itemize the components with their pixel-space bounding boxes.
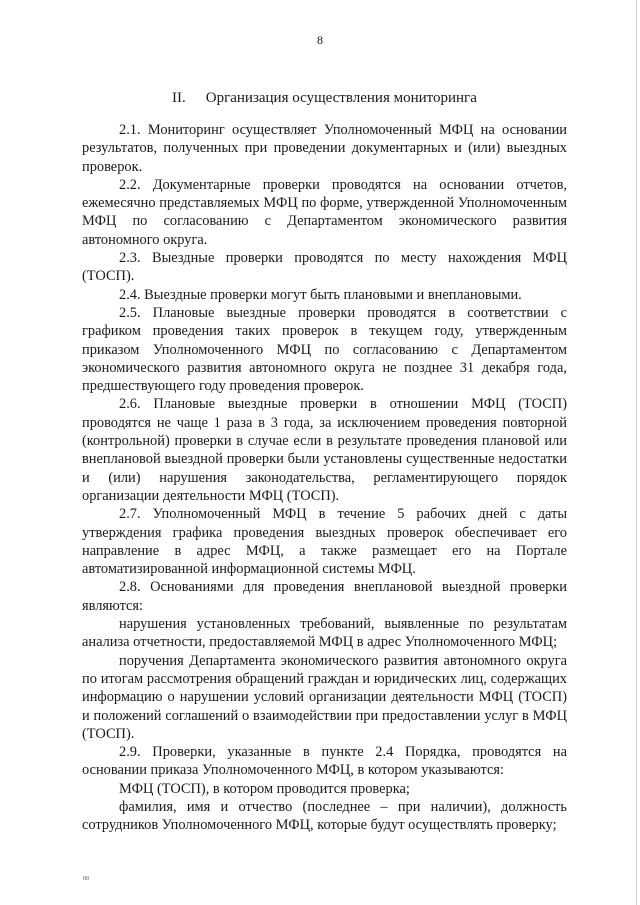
paragraph-2-8-item-1: нарушения установленных требований, выявленные по результатам анализа отчетности, предоставляемой МФЦ в адрес Уполномоченного МФЦ; [82, 616, 567, 651]
paragraph-2-7: 2.7. Уполномоченный МФЦ в течение 5 рабочих дней с даты утверждения графика проведения выездных проверок обеспечивает его направление в адрес МФЦ, а также размещает его на Портале автоматизированной информационной системы МФЦ. [82, 506, 567, 578]
paragraph-2-9: 2.9. Проверки, указанные в пункте 2.4 Порядка, проводятся на основании приказа Уполномоченного МФЦ, в котором указываются: [82, 744, 567, 779]
paragraph-2-3: 2.3. Выездные проверки проводятся по месту нахождения МФЦ (ТОСП). [82, 250, 567, 285]
paragraph-2-2: 2.2. Документарные проверки проводятся на основании отчетов, ежемесячно представляемых МФЦ по форме, утвержденной Уполномоченным МФЦ по согласованию с Департаментом экономического развития автономного округа. [82, 176, 567, 248]
document-body [82, 121, 567, 835]
section-number: II. [172, 90, 186, 106]
paragraph-2-8: 2.8. Основаниями для проведения внеплановой выездной проверки являются: [82, 579, 567, 614]
paragraph-2-8-item-2: поручения Департамента экономического развития автономного округа по итогам рассмотрения обращений граждан и юридических лиц, содержащих информацию о нарушении условий организации деятельности МФЦ (ТОСП) и положений соглашений о взаимодействии при предоставлении услуг в МФЦ (ТОСП). [82, 652, 567, 742]
section-heading [172, 90, 477, 107]
paragraph-2-1: 2.1. Мониторинг осуществляет Уполномоченный МФЦ на основании результатов, полученных при проведении документарных и (или) выездных проверок. [82, 122, 567, 175]
page-number: 8 [317, 33, 323, 47]
paragraph-2-6: 2.6. Плановые выездные проверки в отношении МФЦ (ТОСП) проводятся не чаще 1 раза в 3 года, за исключением проведения повторной (контрольной) проверки в случае если в результате проведения плановой или внеплановой выездной проверки были установлены существенные недостатки и (или) нарушения законодательства, регламентирующего порядок организации деятельности МФЦ (ТОСП). [82, 396, 567, 504]
paragraph-2-4: 2.4. Выездные проверки могут быть плановыми и внеплановыми. [119, 286, 522, 303]
page-edge-line [636, 0, 637, 905]
paragraph-2-9-item-1: МФЦ (ТОСП), в котором проводится проверка; [119, 780, 410, 797]
paragraph-2-5: 2.5. Плановые выездные проверки проводятся в соответствии с графиком проведения таких проверок в текущем году, утвержденным приказом Уполномоченного МФЦ по согласованию с Департаментом экономического развития автономного округа не позднее 31 декабря года, предшествующего году проведения проверок. [82, 304, 567, 395]
section-title: Организация осуществления мониторинга [205, 90, 477, 106]
paragraph-2-9-item-2: фамилия, имя и отчество (последнее – при наличии), должность сотрудников Уполномоченного МФЦ, которые будут осуществлять проверку; [82, 798, 567, 834]
footer-mark: 00 [83, 876, 89, 882]
